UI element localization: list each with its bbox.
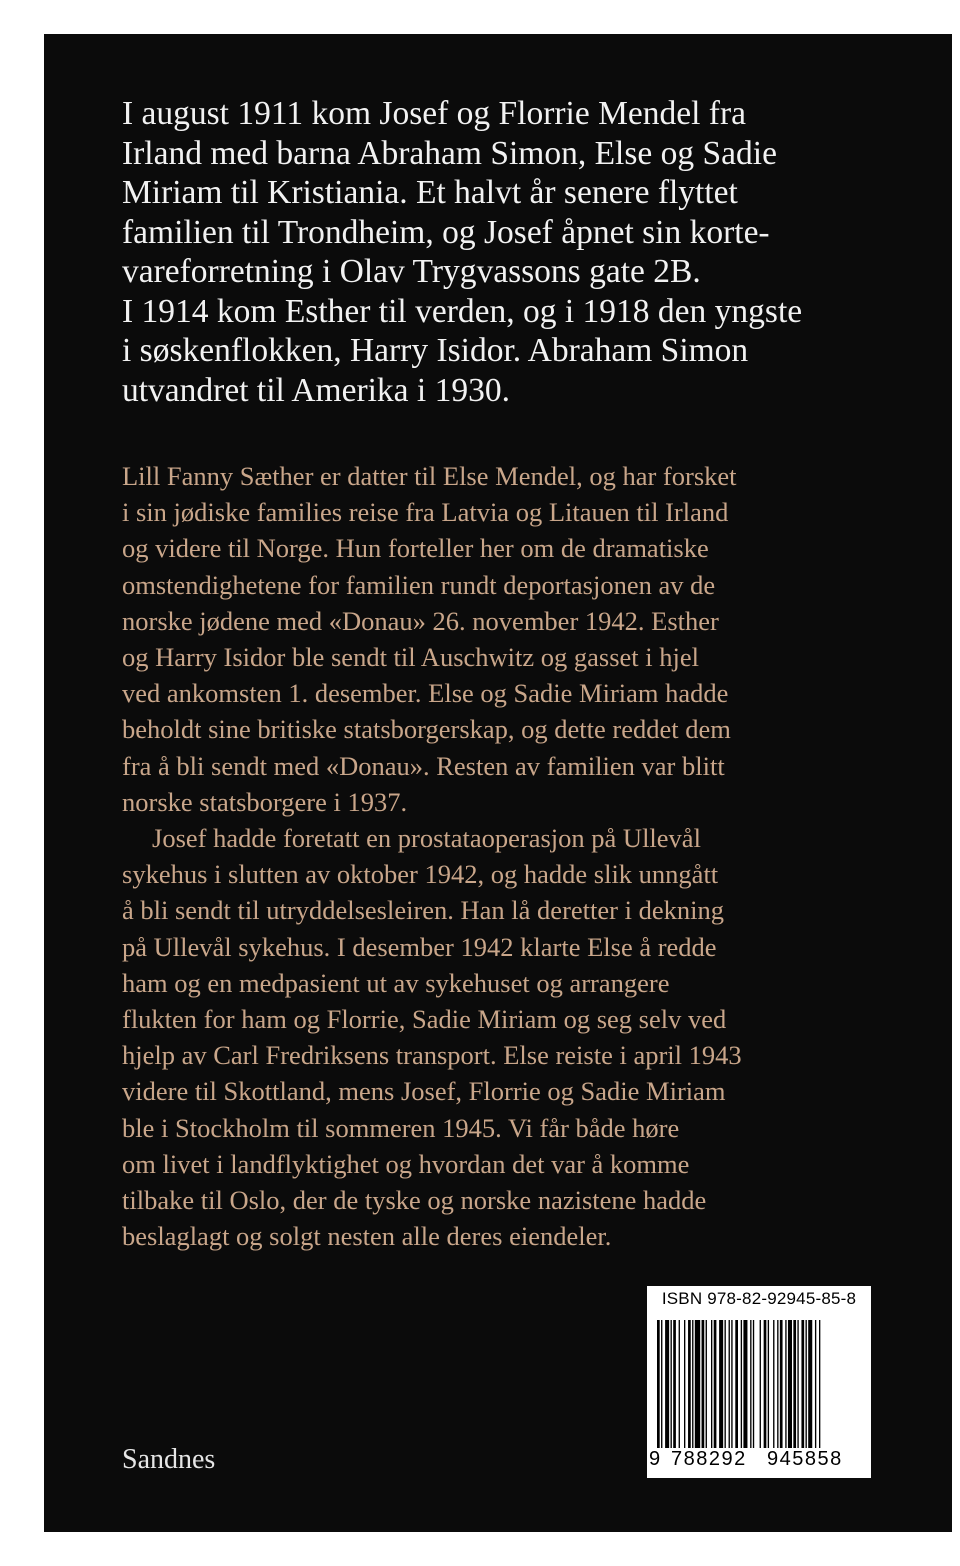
barcode-bar xyxy=(729,1320,730,1448)
barcode-bar xyxy=(673,1320,676,1448)
text-line: fra å bli sendt med «Donau». Resten av familien var blitt xyxy=(122,750,725,781)
text-line: beholdt sine britiske statsborgerskap, og dette reddet dem xyxy=(122,714,731,745)
publisher-name: Sandnes xyxy=(122,1444,216,1475)
barcode-digit-group-2: 945858 xyxy=(767,1448,843,1470)
text-line: og Harry Isidor ble sendt til Auschwitz og gasset i hjel xyxy=(122,642,700,673)
text-line: omstendighetene for familien rundt deportasjonen av de xyxy=(122,569,716,600)
barcode-bar xyxy=(731,1320,732,1448)
text-line: beslaglagt og solgt nesten alle deres eiendeler. xyxy=(122,1221,612,1252)
isbn-label: ISBN 978-82-92945-85-8 xyxy=(661,1289,857,1308)
barcode-bar xyxy=(714,1320,717,1448)
barcode-bar xyxy=(815,1320,816,1448)
barcode-bar xyxy=(665,1320,669,1448)
barcode-bar xyxy=(785,1320,786,1448)
intro-line: Irland med barna Abraham Simon, Else og Sadie xyxy=(122,134,777,172)
intro-line: Miriam til Kristiania. Et halvt år senere flyttet xyxy=(122,174,738,211)
text-line: norske jødene med «Donau» 26. november 1942. Esther xyxy=(122,605,719,636)
text-line: Josef hadde foretatt en prostataoperasjon på Ullevål xyxy=(152,823,701,853)
barcode-bar xyxy=(808,1320,812,1448)
text-line: om livet i landflyktighet og hvordan det var å komme xyxy=(122,1148,690,1179)
barcode-bar xyxy=(725,1320,726,1448)
text-line: flukten for ham og Florrie, Sadie Miriam og seg selv ved xyxy=(122,1004,727,1035)
barcode-bar xyxy=(741,1320,742,1448)
text-line: hjelp av Carl Fredriksens transport. Else reiste i april 1943 xyxy=(122,1040,742,1071)
text-line: å bli sendt til utryddelsesleiren. Han lå deretter i dekning xyxy=(122,895,724,926)
text-line: videre til Skottland, mens Josef, Florrie og Sadie Miriam xyxy=(122,1076,726,1107)
intro-line: i søskenflokken, Harry Isidor. Abraham Simon xyxy=(122,332,749,369)
barcode-bar xyxy=(719,1320,723,1448)
text-line: ved ankomsten 1. desember. Else og Sadie Miriam hadde xyxy=(122,678,729,709)
intro-line: I 1914 kom Esther til verden, og i 1918 den yngste xyxy=(122,292,803,330)
barcode-bar xyxy=(711,1320,712,1448)
barcode-bar xyxy=(788,1320,792,1448)
text-line: ham og en medpasient ut av sykehuset og arrangere xyxy=(122,967,670,998)
barcode-bar xyxy=(661,1320,662,1448)
barcode-bar xyxy=(692,1320,693,1448)
intro-line: I august 1911 kom Josef og Florrie Mendel fra xyxy=(122,95,746,132)
barcode-bar xyxy=(806,1320,807,1448)
barcode-bar xyxy=(743,1320,747,1448)
barcode-bar xyxy=(657,1320,660,1448)
barcode-bar xyxy=(735,1320,738,1448)
description-paragraph-2 xyxy=(122,820,902,1254)
barcode-bar xyxy=(793,1320,796,1448)
barcode-bar xyxy=(671,1320,672,1448)
barcode-bar xyxy=(753,1320,754,1448)
isbn-barcode-box xyxy=(647,1286,871,1478)
barcode-bar xyxy=(773,1320,774,1448)
barcode-bar xyxy=(684,1320,685,1448)
barcode-bar xyxy=(819,1320,820,1448)
intro-line: utvandret til Amerika i 1930. xyxy=(122,371,510,409)
barcode-lead-digit: 9 xyxy=(649,1448,661,1470)
barcode-bar xyxy=(797,1320,798,1448)
intro-text xyxy=(122,94,882,410)
barcode-bar xyxy=(750,1320,751,1448)
text-line: norske statsborgere i 1937. xyxy=(122,786,408,817)
barcode-bar xyxy=(768,1320,769,1448)
barcode-bar xyxy=(679,1320,680,1448)
barcode-bar xyxy=(764,1320,767,1448)
barcode-bar xyxy=(702,1320,705,1448)
barcode-bar xyxy=(777,1320,778,1448)
text-line: Lill Fanny Sæther er datter til Else Mendel, og har forsket xyxy=(122,461,737,491)
barcode-bar xyxy=(780,1320,783,1448)
text-line: ble i Stockholm til sommeren 1945. Vi får både høre xyxy=(122,1112,680,1143)
barcode-bar xyxy=(801,1320,804,1448)
text-line: på Ullevål sykehus. I desember 1942 klarte Else å redde xyxy=(122,931,717,962)
description-paragraph-1 xyxy=(122,458,902,820)
barcode-digit-group-1: 788292 xyxy=(671,1448,747,1470)
back-cover xyxy=(44,34,952,1532)
text-line: og videre til Norge. Hun forteller her om de dramatiske xyxy=(122,533,709,564)
barcode-bar xyxy=(760,1320,761,1448)
text-line: i sin jødiske families reise fra Latvia og Litauen til Irland xyxy=(122,497,729,528)
text-line: tilbake til Oslo, der de tyske og norske nazistene hadde xyxy=(122,1185,707,1216)
barcode-bar xyxy=(688,1320,691,1448)
intro-line: familien til Trondheim, og Josef åpnet sin korte- xyxy=(122,213,770,251)
barcode-bar xyxy=(706,1320,707,1448)
barcode-bar xyxy=(695,1320,700,1448)
intro-line: vareforretning i Olav Trygvassons gate 2B. xyxy=(122,253,701,290)
text-line: sykehus i slutten av oktober 1942, og hadde slik unngått xyxy=(122,859,719,890)
barcode xyxy=(653,1320,865,1448)
